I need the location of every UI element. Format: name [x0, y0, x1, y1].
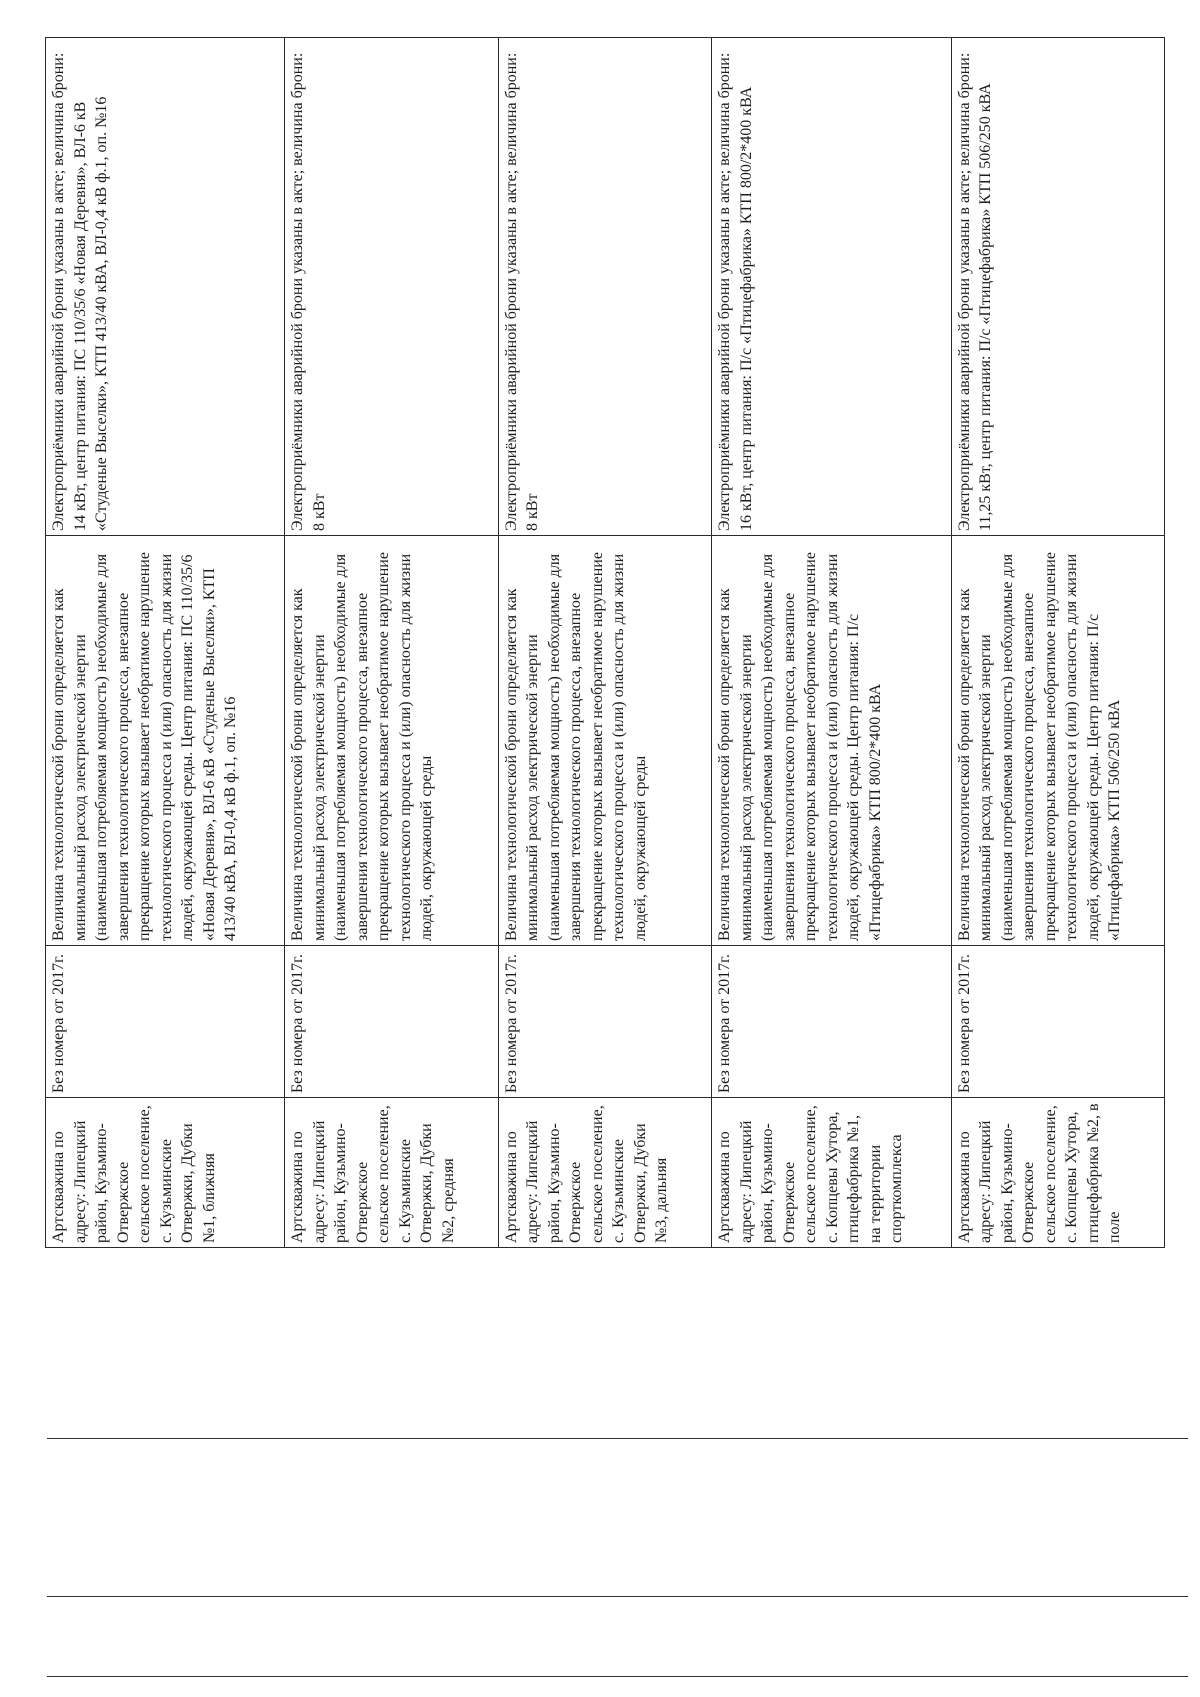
object-cell: Артскважина по адресу: Липецкий район, Кузьмино-Отвержское сельское поселение, с. Копцевы Хутора, птицефабрика №1, на территории спорткомплекса: [712, 1098, 951, 1248]
tech-reserve-cell: Величина технологической брони определяется как минимальный расход электрической энергии (наименьшая потребляемая мощность) необходимые для завершения технологического процесса, внезапное прекращение которых вызывает необратимое нарушение технологического процесса и (или) опасность для жизни людей, окружающей среды. Центр питания: П/с «Птицефабрика» КТП 800/2*400 кВА: [712, 536, 951, 946]
table-row: [46, 38, 285, 1248]
object-cell: Артскважина по адресу: Липецкий район, Кузьмино-Отвержское сельское поселение, с. Копцевы Хутора, птицефабрика №2, в поле: [951, 1098, 1164, 1248]
emergency-reserve-cell: Электроприёмники аварийной брони указаны в акте; величина брони: 11,25 кВт, центр питания: П/с «Птицефабрика» КТП 506/250 кВА: [951, 38, 1164, 536]
act-cell: Без номера от 2017г.: [285, 946, 498, 1098]
object-cell: Артскважина по адресу: Липецкий район, Кузьмино-Отвержское сельское поселение, с. Кузьминские Отвержки, Дубки №3, дальняя: [498, 1098, 711, 1248]
tech-reserve-cell: Величина технологической брони определяется как минимальный расход электрической энергии (наименьшая потребляемая мощность) необходимые для завершения технологического процесса, внезапное прекращение которых вызывает необратимое нарушение технологического процесса и (или) опасность для жизни людей, окружающей среды: [285, 536, 498, 946]
act-cell: Без номера от 2017г.: [46, 946, 285, 1098]
separator-line-1: [47, 1438, 1188, 1439]
emergency-reserve-cell: Электроприёмники аварийной брони указаны в акте; величина брони: 16 кВт, центр питания: П/с «Птицефабрика» КТП 800/2*400 кВА: [712, 38, 951, 536]
tech-reserve-cell: Величина технологической брони определяется как минимальный расход электрической энергии (наименьшая потребляемая мощность) необходимые для завершения технологического процесса, внезапное прекращение которых вызывает необратимое нарушение технологического процесса и (или) опасность для жизни людей, окружающей среды. Центр питания: П/с «Птицефабрика» КТП 506/250 кВА: [951, 536, 1164, 946]
table-row: [285, 38, 498, 1248]
table-row: [951, 38, 1164, 1248]
table-row: [498, 38, 711, 1248]
emergency-reserve-cell: Электроприёмники аварийной брони указаны в акте; величина брони: 14 кВт, центр питания: ПС 110/35/6 «Новая Деревня», ВЛ-6 кВ «Студеные Выселки», КТП 413/40 кВА, ВЛ-0,4 кВ ф.1, оп. №16: [46, 38, 285, 536]
emergency-reserve-cell: Электроприёмники аварийной брони указаны в акте; величина брони: 8 кВт: [285, 38, 498, 536]
object-cell: Артскважина по адресу: Липецкий район, Кузьмино-Отвержское сельское поселение, с. Кузьминские Отвержки, Дубки №2, средняя: [285, 1098, 498, 1248]
reserve-table: [45, 37, 1165, 1248]
emergency-reserve-cell: Электроприёмники аварийной брони указаны в акте; величина брони: 8 кВт: [498, 38, 711, 536]
act-cell: Без номера от 2017г.: [498, 946, 711, 1098]
separator-line-3: [47, 1676, 1188, 1677]
tech-reserve-cell: Величина технологической брони определяется как минимальный расход электрической энергии (наименьшая потребляемая мощность) необходимые для завершения технологического процесса, внезапное прекращение которых вызывает необратимое нарушение технологического процесса и (или) опасность для жизни людей, окружающей среды: [498, 536, 711, 946]
table-row: [712, 38, 951, 1248]
act-cell: Без номера от 2017г.: [712, 946, 951, 1098]
object-cell: Артскважина по адресу: Липецкий район, Кузьмино-Отвержское сельское поселение, с. Кузьминские Отвержки, Дубки №1, ближняя: [46, 1098, 285, 1248]
act-cell: Без номера от 2017г.: [951, 946, 1164, 1098]
separator-line-2: [47, 1596, 1188, 1597]
rotated-table-container: [45, 38, 1165, 1248]
tech-reserve-cell: Величина технологической брони определяется как минимальный расход электрической энергии (наименьшая потребляемая мощность) необходимые для завершения технологического процесса, внезапное прекращение которых вызывает необратимое нарушение технологического процесса и (или) опасность для жизни людей, окружающей среды. Центр питания: ПС 110/35/6 «Новая Деревня», ВЛ-6 кВ «Студеные Выселки», КТП 413/40 кВА, ВЛ-0,4 кВ ф.1, оп. №16: [46, 536, 285, 946]
